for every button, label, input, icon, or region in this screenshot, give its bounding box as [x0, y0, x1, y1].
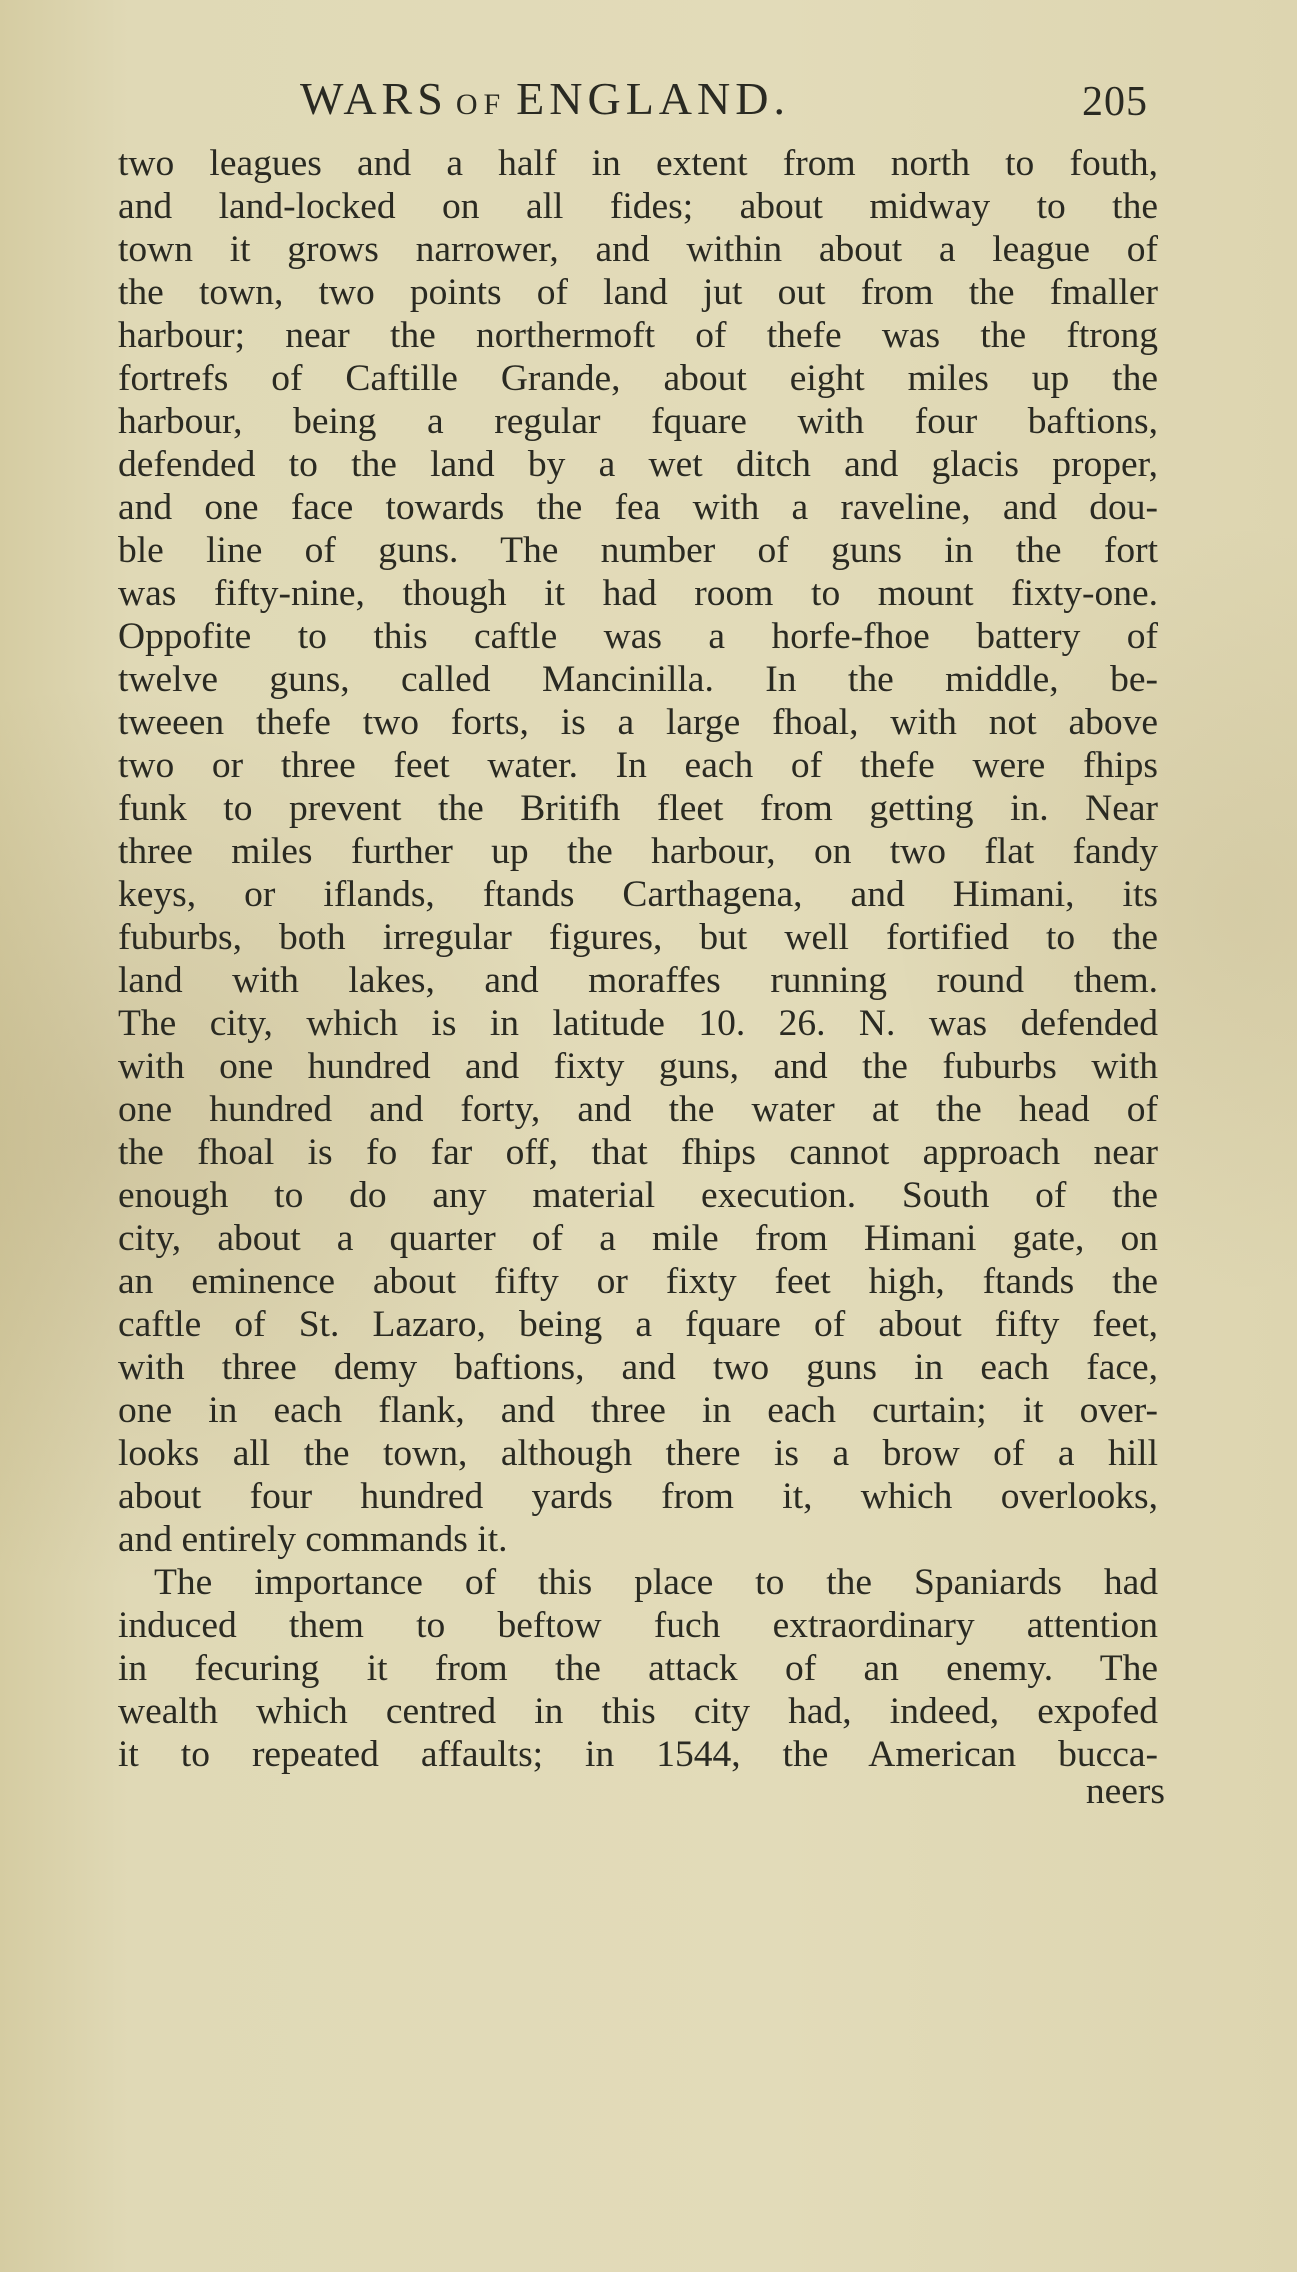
page-number: 205 [1082, 79, 1148, 125]
text-line: in fecuring it from the attack of an enemy. The [118, 1648, 1158, 1689]
text-line: two leagues and a half in extent from north to fouth, [118, 143, 1158, 184]
running-head [300, 72, 1160, 132]
text-line: and one face towards the fea with a raveline, and dou- [118, 487, 1158, 528]
text-line: The importance of this place to the Spaniards had [154, 1562, 1158, 1603]
text-line: it to repeated affaults; in 1544, the American bucca- [118, 1734, 1158, 1775]
text-line: enough to do any material execution. South of the [118, 1175, 1158, 1216]
text-line: and land-locked on all fides; about midway to the [118, 186, 1158, 227]
text-line: fuburbs, both irregular figures, but well fortified to the [118, 917, 1158, 958]
text-line: tweeen thefe two forts, is a large fhoal, with not above [118, 702, 1158, 743]
text-line: the town, two points of land jut out from the fmaller [118, 272, 1158, 313]
text-line: with one hundred and fixty guns, and the fuburbs with [118, 1046, 1158, 1087]
text-line: was fifty-nine, though it had room to mount fixty-one. [118, 573, 1158, 614]
text-line: Oppofite to this caftle was a horfe-fhoe battery of [118, 616, 1158, 657]
text-line: city, about a quarter of a mile from Himani gate, on [118, 1218, 1158, 1259]
text-line: one hundred and forty, and the water at the head of [118, 1089, 1158, 1130]
catchword: neers [1085, 1771, 1165, 1812]
text-line: ble line of guns. The number of guns in the fort [118, 530, 1158, 571]
text-line: an eminence about fifty or fixty feet high, ftands the [118, 1261, 1158, 1302]
text-line: with three demy baftions, and two guns in each face, [118, 1347, 1158, 1388]
text-line: twelve guns, called Mancinilla. In the middle, be- [118, 659, 1158, 700]
running-head-word-england: ENGLAND. [516, 73, 790, 124]
text-line: one in each flank, and three in each curtain; it over- [118, 1390, 1158, 1431]
text-line: three miles further up the harbour, on two flat fandy [118, 831, 1158, 872]
text-line: town it grows narrower, and within about a league of [118, 229, 1158, 270]
text-line: harbour, being a regular fquare with four baftions, [118, 401, 1158, 442]
text-line: land with lakes, and moraffes running round them. [118, 960, 1158, 1001]
running-head-word-of: OF [455, 88, 507, 121]
text-line: the fhoal is fo far off, that fhips cannot approach near [118, 1132, 1158, 1173]
paragraph-2 [118, 1561, 1158, 1776]
text-line: defended to the land by a wet ditch and glacis proper, [118, 444, 1158, 485]
text-line: and entirely commands it. [118, 1519, 508, 1560]
running-head-word-wars: WARS [300, 73, 448, 124]
text-line: funk to prevent the Britifh fleet from getting in. Near [118, 788, 1158, 829]
text-line: wealth which centred in this city had, indeed, expofed [118, 1691, 1158, 1732]
text-line: The city, which is in latitude 10. 26. N. was defended [118, 1003, 1158, 1044]
text-line: induced them to beftow fuch extraordinary attention [118, 1605, 1158, 1646]
running-head-title [300, 72, 790, 125]
text-line: harbour; near the northermoft of thefe was the ftrong [118, 315, 1158, 356]
text-line: fortrefs of Caftille Grande, about eight miles up the [118, 358, 1158, 399]
text-line: keys, or iflands, ftands Carthagena, and Himani, its [118, 874, 1158, 915]
text-line: about four hundred yards from it, which overlooks, [118, 1476, 1158, 1517]
body-text [118, 142, 1158, 1776]
text-line: two or three feet water. In each of thefe were fhips [118, 745, 1158, 786]
text-line: caftle of St. Lazaro, being a fquare of about fifty feet, [118, 1304, 1158, 1345]
paragraph-1 [118, 142, 1158, 1561]
text-line: looks all the town, although there is a brow of a hill [118, 1433, 1158, 1474]
